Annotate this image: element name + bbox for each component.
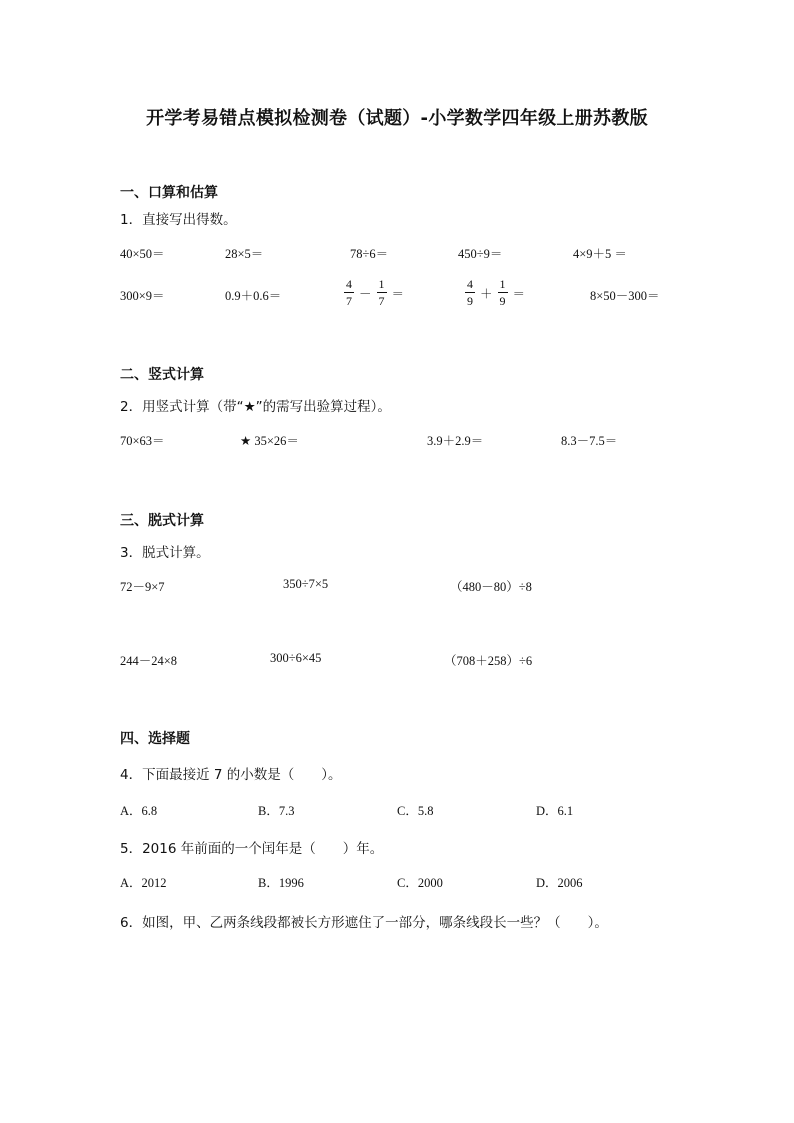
- oral-calc-item: 0.9＋0.6＝: [225, 289, 282, 303]
- stepwise-calc-item: 350÷7×5: [283, 577, 329, 591]
- oral-calc-item: 28×5＝: [225, 247, 264, 261]
- choice-option: C．5.8: [397, 804, 434, 818]
- fraction: [377, 277, 387, 308]
- stepwise-calc-item: 72－9×7: [120, 580, 165, 594]
- choice-option: D．6.1: [536, 804, 574, 818]
- fraction: [465, 277, 475, 308]
- fraction-numerator: 4: [346, 277, 352, 291]
- stepwise-calc-item: （480－80）÷8: [450, 580, 532, 594]
- oral-calc-item: 4×9＋5 ＝: [573, 247, 627, 261]
- fraction-denominator: 9: [467, 294, 473, 308]
- oral-calc-item: 8×50－300＝: [590, 289, 660, 303]
- choice-option: B．1996: [258, 876, 304, 890]
- operator: －: [359, 286, 372, 301]
- choice-option: C．2000: [397, 876, 443, 890]
- oral-calc-item: 300×9＝: [120, 289, 165, 303]
- choice-option: A．6.8: [120, 804, 158, 818]
- fraction-denominator: 7: [378, 294, 385, 308]
- stepwise-calc-item: 300÷6×45: [270, 651, 322, 665]
- section-heading-2: 二、竖式计算: [120, 367, 204, 383]
- oral-calc-item: 40×50＝: [120, 247, 165, 261]
- fraction-denominator: 7: [346, 294, 352, 308]
- fraction-expression-1: [342, 277, 407, 308]
- choice-option: A．2012: [120, 876, 167, 890]
- question-6: 6．如图，甲、乙两条线段都被长方形遮住了一部分，哪条线段长一些？（ ）。: [120, 915, 608, 931]
- choice-option: B．7.3: [258, 804, 295, 818]
- question-5: 5．2016 年前面的一个闰年是（ ）年。: [120, 841, 384, 857]
- fraction-numerator: 1: [499, 277, 506, 291]
- section-heading-1: 一、口算和估算: [120, 185, 218, 201]
- fraction-numerator: 1: [378, 277, 385, 291]
- vertical-calc-item: ★ 35×26＝: [240, 434, 299, 448]
- oral-calc-item: 78÷6＝: [350, 247, 389, 261]
- vertical-calc-item: 3.9＋2.9＝: [427, 434, 484, 448]
- question-4: 4．下面最接近 7 的小数是（ ）。: [120, 767, 342, 783]
- vertical-calc-item: 8.3－7.5＝: [561, 434, 618, 448]
- fraction: [344, 277, 354, 308]
- page-title: 开学考易错点模拟检测卷（试题）-小学数学四年级上册苏教版: [146, 108, 648, 129]
- choice-option: D．2006: [536, 876, 583, 890]
- stepwise-calc-item: 244－24×8: [120, 654, 178, 668]
- fraction-denominator: 9: [499, 294, 506, 308]
- section-heading-4: 四、选择题: [120, 731, 190, 747]
- question-2: 2．用竖式计算（带“★”的需写出验算过程）。: [120, 399, 391, 415]
- question-3: 3．脱式计算。: [120, 545, 210, 561]
- fraction-expression-2: [463, 277, 528, 308]
- stepwise-calc-item: （708＋258）÷6: [444, 654, 533, 668]
- oral-calc-item: 450÷9＝: [458, 247, 503, 261]
- section-heading-3: 三、脱式计算: [120, 513, 204, 529]
- vertical-calc-item: 70×63＝: [120, 434, 165, 448]
- fraction: [498, 277, 508, 308]
- question-1: 1．直接写出得数。: [120, 212, 237, 228]
- fraction-numerator: 4: [467, 277, 473, 291]
- operator: ＋: [480, 286, 493, 301]
- equals-sign: ＝: [512, 286, 526, 301]
- equals-sign: ＝: [391, 286, 405, 301]
